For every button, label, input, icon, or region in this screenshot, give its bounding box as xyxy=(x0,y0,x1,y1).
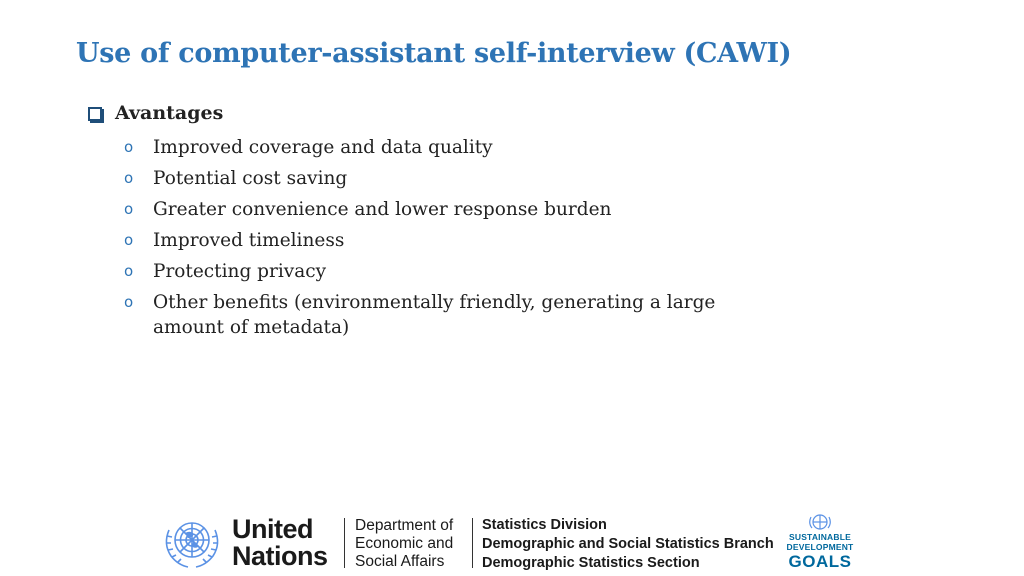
list-item xyxy=(124,228,744,253)
stats-line-2: Demographic and Social Statistics Branch xyxy=(482,536,774,552)
desa-wordmark xyxy=(355,517,453,571)
sdg-goals-text: GOALS xyxy=(788,552,852,571)
sdg-line-1: SUSTAINABLE xyxy=(788,532,851,542)
list-item xyxy=(124,259,744,284)
sdg-line-2: DEVELOPMENT xyxy=(786,541,854,552)
bullet-text: Protecting privacy xyxy=(153,261,327,282)
bullet-text: Improved timeliness xyxy=(153,230,345,251)
un-wordmark xyxy=(232,516,328,570)
un-line-1: United xyxy=(232,514,313,544)
list-item xyxy=(124,290,744,340)
list-item xyxy=(124,135,744,160)
statistics-division-block xyxy=(482,516,774,573)
bullet-marker: o xyxy=(124,293,134,311)
footer-divider xyxy=(344,518,345,568)
sdg-emblem-icon xyxy=(808,512,832,532)
desa-line-2: Economic and xyxy=(355,535,454,552)
desa-line-1: Department of xyxy=(355,517,454,534)
bullet-list xyxy=(124,135,744,346)
bullet-marker: o xyxy=(124,262,134,280)
checkbox-icon xyxy=(88,107,102,121)
bullet-text: Potential cost saving xyxy=(153,168,348,189)
bullet-text: Improved coverage and data quality xyxy=(153,137,493,158)
bullet-marker: o xyxy=(124,138,134,156)
un-line-2: Nations xyxy=(232,541,328,571)
desa-line-3: Social Affairs xyxy=(355,553,445,570)
slide-title: Use of computer-assistant self-interview (CAWI) xyxy=(76,38,792,69)
stats-line-1: Statistics Division xyxy=(482,517,607,533)
list-item xyxy=(124,166,744,191)
section-header xyxy=(88,102,223,124)
section-heading: Avantages xyxy=(115,102,224,124)
bullet-text: Greater convenience and lower response burden xyxy=(153,199,612,220)
un-emblem-icon xyxy=(160,514,224,570)
list-item xyxy=(124,197,744,222)
bullet-text: Other benefits (environmentally friendly, generating a large amount of metadata) xyxy=(153,292,716,338)
footer-divider xyxy=(472,518,473,568)
footer xyxy=(160,512,860,572)
bullet-marker: o xyxy=(124,231,134,249)
bullet-marker: o xyxy=(124,200,134,218)
sdg-logo xyxy=(784,512,856,571)
stats-line-3: Demographic Statistics Section xyxy=(482,555,700,571)
bullet-marker: o xyxy=(124,169,134,187)
